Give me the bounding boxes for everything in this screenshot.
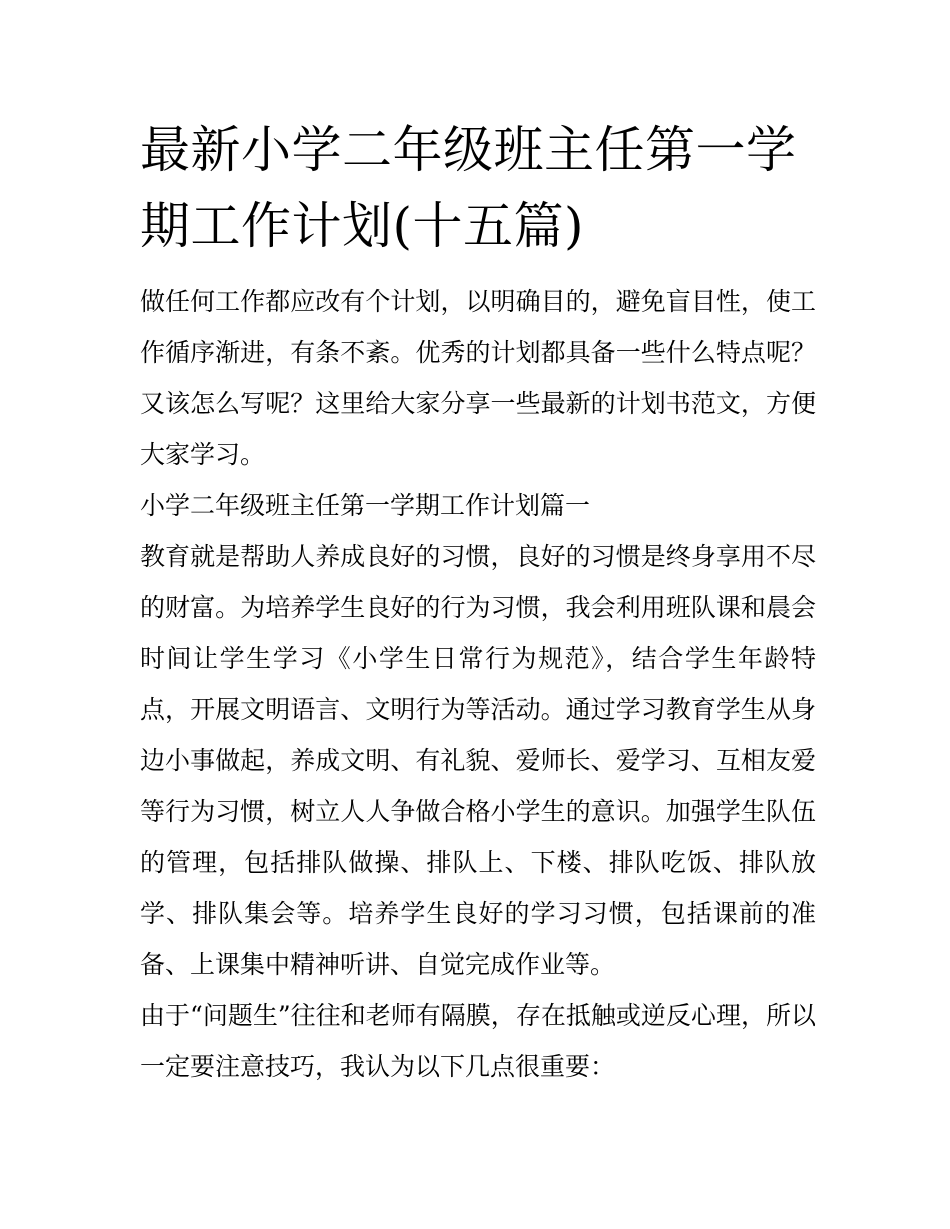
body-paragraph: 由于“问题生”往往和老师有隔膜，存在抵触或逆反心理，所以一定要注意技巧，我认为以下几点很重要： [140,1001,816,1081]
document-title: 最新小学二年级班主任第一学期工作计划(十五篇) [140,121,797,255]
section-heading: 小学二年级班主任第一学期工作计划篇一 [140,491,591,520]
intro-paragraph: 做任何工作都应改有个计划，以明确目的，避免盲目性，使工作循序渐进，有条不紊。优秀的计划都具备一些什么特点呢？又该怎么写呢？这里给大家分享一些最新的计划书范文，方便大家学习。 [140,287,816,469]
document-body [140,276,816,1092]
body-paragraph: 教育就是帮助人养成良好的习惯，良好的习惯是终身享用不尽的财富。为培养学生良好的行为习惯，我会利用班队课和晨会时间让学生学习《小学生日常行为规范》，结合学生年龄特点，开展文明语言、文明行为等活动。通过学习教育学生从身边小事做起，养成文明、有礼貌、爱师长、爱学习、互相友爱等行为习惯，树立人人争做合格小学生的意识。加强学生队伍的管理，包括排队做操、排队上、下楼、排队吃饭、排队放学、排队集会等。培养学生良好的学习习惯，包括课前的准备、上课集中精神听讲、自觉完成作业等。 [140,542,816,979]
